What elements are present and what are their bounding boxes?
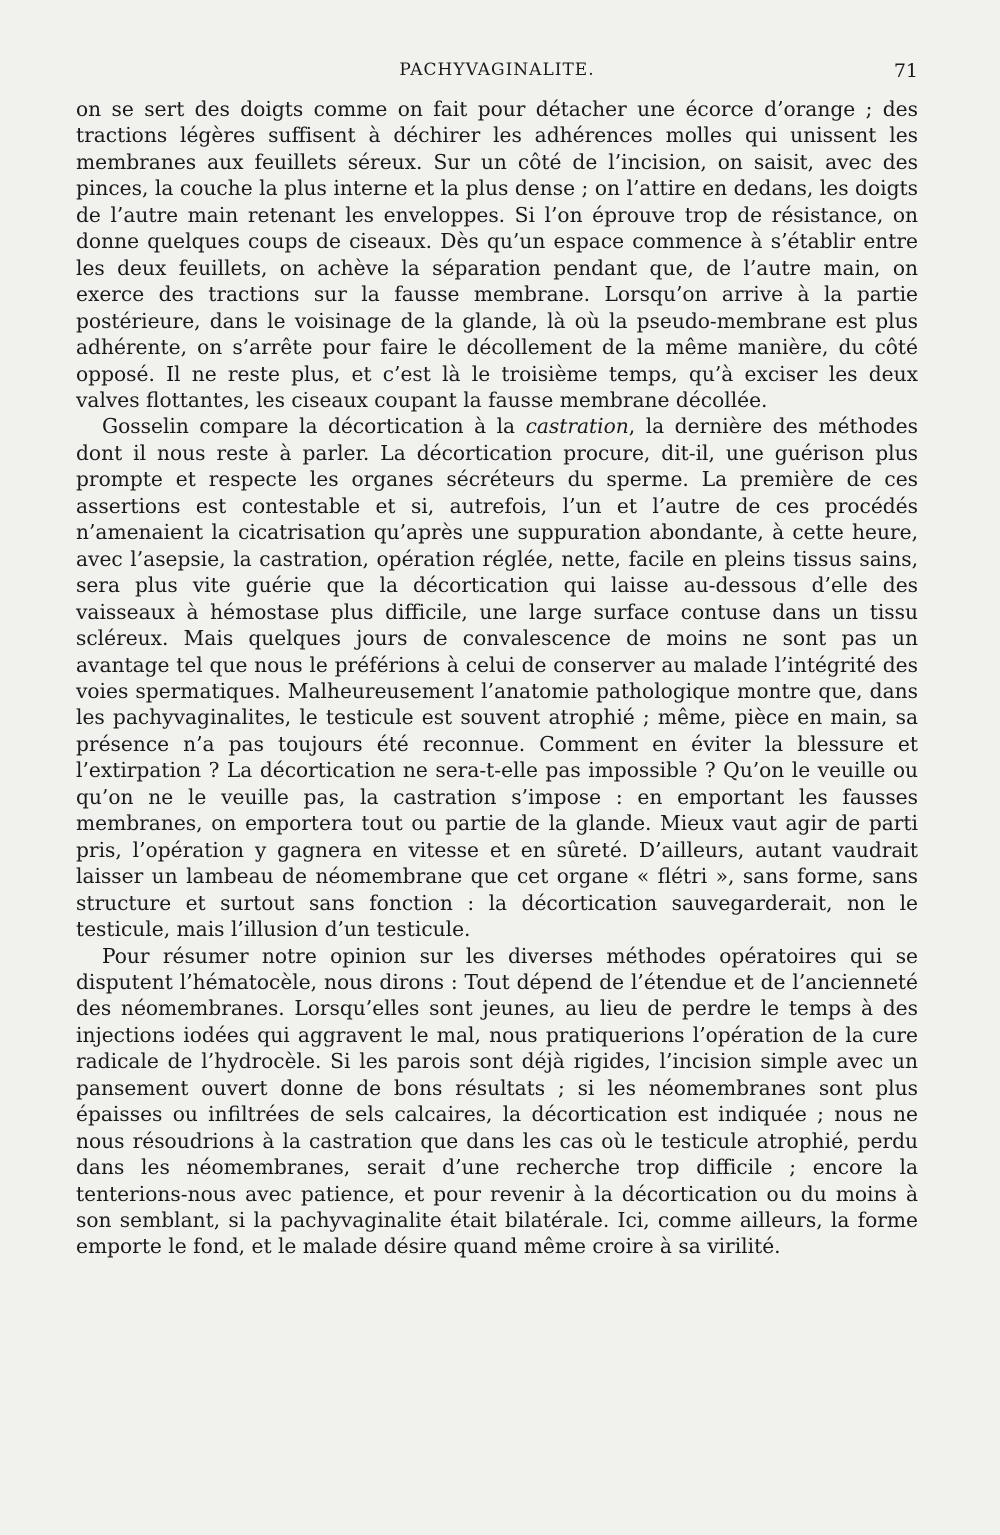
page-number: 71 — [893, 60, 918, 82]
paragraph-text-after: , la dernière des méthodes dont il nous reste à parler. La décortication procure, dit-il, une guérison plus prompte et respecte les organes sécréteurs du sperme. La première de ces assertions est contestable et si, autrefois, l’un et l’autre de ces procédés n’amenaient la cicatrisation qu’après une suppuration abondante, à cette heure, avec l’asepsie, la castration, opération réglée, nette, facile en pleins tissus sains, sera plus vite guérie que la décortication qui laisse au-dessous d’elle des vaisseaux à hémostase plus difficile, une large surface contuse dans un tissu scléreux. Mais quelques jours de convalescence de moins ne sont pas un avantage tel que nous le préférions à celui de conserver au malade l’intégrité des voies spermatiques. Malheureusement l’anatomie pathologique montre que, dans les pachyvaginalites, le testicule est souvent atrophié ; même, pièce en main, sa présence n’a pas toujours été reconnue. Comment en éviter la blessure et l’extirpation ? La décortication ne sera-t-elle pas impossible ? Qu’on le veuille ou qu’on ne le veuille pas, la castration s’impose : en emportant les fausses membranes, on emportera tout ou partie de la glande. Mieux vaut agir de parti pris, l’opération y gagnera en vitesse et en sûreté. D’ailleurs, autant vaudrait laisser un lambeau de néomembrane que cet organe « flétri », sans forme, sans structure et surtout sans fonction : la décortication sauvegarderait, non le testicule, mais l’illusion d’un testicule. — [76, 414, 918, 942]
running-title: PACHYVAGINALITE. — [399, 60, 595, 80]
running-head — [76, 60, 918, 90]
italic-term-castration: castration — [525, 414, 629, 439]
paragraph-summary: Pour résumer notre opinion sur les diverses méthodes opératoires qui se disputent l’hématocèle, nous dirons : Tout dépend de l’étendue et de l’ancienneté des néomembranes. Lorsqu’elles sont jeunes, au lieu de perdre le temps à des injections iodées qui aggravent le mal, nous pratiquerions l’opération de la cure radicale de l’hydrocèle. Si les parois sont déjà rigides, l’incision simple avec un pansement ouvert donne de bons résultats ; si les néomembranes sont plus épaisses ou infiltrées de sels calcaires, la décortication est indiquée ; nous ne nous résoudrions à la castration que dans les cas où le testicule atrophié, perdu dans les néomembranes, serait d’une recherche trop difficile ; encore la tenterions-nous avec patience, et pour revenir à la décortication ou du moins à son semblant, si la pachyvaginalite était bilatérale. Ici, comme ailleurs, la forme emporte le fond, et le malade désire quand même croire à sa virilité. — [76, 943, 918, 1259]
paragraph-gosselin — [76, 413, 918, 942]
paragraph-text-before: Gosselin compare la décortication à la — [102, 414, 526, 439]
body-text — [76, 96, 918, 1260]
paragraph-continuation: on se sert des doigts comme on fait pour détacher une écorce d’orange ; des tractions légères suffisent à déchirer les adhérences molles qui unissent les membranes aux feuillets séreux. Sur un côté de l’incision, on saisit, avec des pinces, la couche la plus interne et la plus dense ; on l’attire en dedans, les doigts de l’autre main retenant les enveloppes. Si l’on éprouve trop de résistance, on donne quelques coups de ciseaux. Dès qu’un espace commence à s’établir entre les deux feuillets, on achève la séparation pendant que, de l’autre main, on exerce des tractions sur la fausse membrane. Lorsqu’on arrive à la partie postérieure, dans le voisinage de la glande, là où la pseudo-membrane est plus adhérente, on s’arrête pour faire le décollement de la même manière, du côté opposé. Il ne reste plus, et c’est là le troisième temps, qu’à exciser les deux valves flottantes, les ciseaux coupant la fausse membrane décollée. — [76, 97, 918, 412]
